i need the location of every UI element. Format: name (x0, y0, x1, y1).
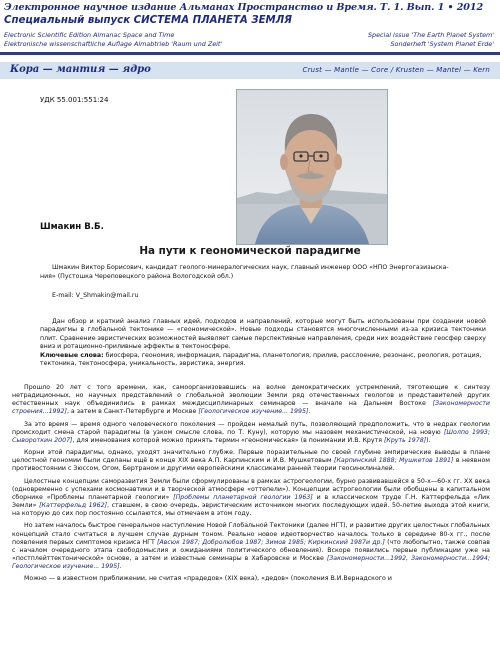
author-affiliation (40, 264, 486, 281)
keywords-text: биосфера, геономия, информация, парадигма, планетология, прилив, расслоение, резонанс, реология, ротация, тектоника, тектоносфера, уникальность, эвристика, энергия. (40, 352, 482, 368)
citation-link[interactable]: [Закономерности...1992, Закономерности...1994; Геологическое изучение... 1995] (12, 554, 490, 571)
paragraph (12, 384, 490, 417)
text-run: и в классическом труде Г.Н. Каттерфельда «Лик Земли» (12, 493, 490, 510)
citation-link[interactable]: [Геологическое изучение... 1995] (198, 408, 309, 416)
section-band (0, 62, 500, 79)
journal-title-de: Elektronische wissenschaftliche Auflage Almabtrieb 'Raum und Zeit' (4, 40, 223, 48)
text-run: . (119, 563, 122, 571)
text-run: , ставшем, в свою очередь, эвристическим источником многих последующих идей. 50-летие выхода этой книги, на которую до сих пор постоянно ссылаются, мы отмечаем в этом году. (12, 502, 490, 518)
citation-link[interactable]: [Карпинский 1888; Мушкетов 1891] (334, 457, 454, 465)
keywords (40, 352, 486, 369)
text-run: . (308, 408, 311, 416)
header-divider (0, 52, 500, 55)
citation-link[interactable]: [Авсюк 1987; Добролюбов 1987; Зимов 1985; Киркинский 1987и др.] (156, 538, 385, 546)
author-email: E-mail: V_Shmakin@mail.ru (52, 292, 139, 299)
article-body (12, 384, 490, 587)
text-run: , а затем в Санкт-Петербурге и Москве (66, 408, 199, 416)
paragraph (12, 522, 490, 571)
citation-link[interactable]: [Каттерфельд 1962] (39, 502, 108, 510)
text-run: Корни этой парадигмы, однако, уходят значительно глубже. Первые поразительные по своей глубине эмпирические выводы в плане целостной геономии были сделаны ещё в конце XIX века А.П. Карпинским и И.В. Мушкетовым (12, 449, 490, 465)
text-run: (что любопытно, также совпав с началом очередного этапа свободомыслия и ожиданиями политического обновления). Вскоре появились первые публикации уже на «постплейттектонической» основе, а затем и известные семинары в Хабаровске и Москве (12, 538, 490, 562)
journal-title-line: Электронное научное издание Альманах Пространство и Время. Т. 1. Вып. 1 • 2012 (4, 2, 484, 13)
journal-header (0, 0, 500, 58)
text-run: Целостные концепции саморазвития Земли были сформулированы в рамках астрогеологии, бурно развивавшейся в 50-х—60-х гг. XX века (одновременно с успехами космонавтики и в творческой атмосфере «оттепели»). Концепции астрогеологии были обобщены в капитальном сборнике «Проблемы планетарной геологии» (12, 477, 490, 501)
section-title-en-de: Crust — Mantle — Core / Krusten — Mantel — Kern (302, 66, 490, 74)
citation-link[interactable]: [Проблемы планетарной геологии 1963] (173, 493, 313, 501)
affiliation-line-1: Шмакин Виктор Борисович, кандидат геолого-минералогических наук, главный инженер ООО «НПО Энергогазизыска- (52, 264, 449, 271)
text-run: в неявном противостоянии с Зюссом, Огом, Бертраном и другими европейскими классиками ранней теории геосинклиналей. (12, 457, 490, 473)
citation-link[interactable]: [Круть 1978] (383, 436, 427, 444)
keywords-label: Ключевые слова: (40, 352, 104, 359)
author-photo (236, 89, 388, 245)
text-run: Прошло 20 лет с того времени, как, самоорганизовавшись на волне демократических устремлений, тяготеющие к синтезу нетрадиционных, но научных представлений о глобальной эволюции Земли ряд отечественных геологов и представителей других естественных наук объединились в рамках междисциплинарных семинаров — вначале на Дальнем Востоке (12, 384, 490, 408)
special-issue-de: Sonderheft 'System Planet Erde' (390, 40, 494, 48)
section-title-ru: Кора — мантия — ядро (10, 64, 151, 75)
abstract: Дан обзор и краткий анализ главных идей, подходов и направлений, которые могут быть использованы при создании новой парадигмы в глобальной тектонике — «геономической». Новые подходы становятся многочисленными из-за кризиса тектоники плит. Сравнение эвристических возможностей выявляет самые перспективные направления, среди них воздействие геосфер сверху вниз и ротационно-приливные эффекты в тектоносфере. (40, 318, 486, 350)
paragraph (12, 421, 490, 445)
affiliation-line-2: ния» (Пустошка Череповецкого района Вологодской обл.) (40, 272, 234, 280)
paragraph (12, 449, 490, 473)
author-name: Шмакин В.Б. (40, 222, 104, 232)
citation-link[interactable]: [Закономерности строения...1992] (12, 400, 490, 416)
journal-title-en: Electronic Scientific Edition Almanac Space and Time (4, 31, 175, 39)
text-run: За это время — время одного человеческого поколения — пройден немалый путь, позволяющий предположить, что в недрах геологии происходит смена старой парадигмы (в узком смысле слова, по Т. Куну), которую мы назовем механистической, на новую (12, 420, 490, 436)
paragraph (12, 478, 490, 519)
special-issue-en: Special issue 'The Earth Planet System' (368, 31, 494, 39)
citation-link[interactable]: [Шолпо 1993; Сывороткин 2007] (12, 428, 490, 444)
text-run: , для именования которой можно принять термин «геономическая» (в понимании И.В. Крутя (72, 436, 384, 444)
udk-code: УДК 55.001:551:24 (40, 96, 109, 104)
text-run: ). (426, 436, 431, 444)
text-run: Но затем началось быстрое генеральное наступление Новой Глобальной Тектоники (далее НГТ), и развитие других целостных глобальных концепций стало считаться в лучшем случае дурным тоном. Реально новое идеотворчество началось только в середине 80-х гг., после появления первых симптомов кризиса НГТ (12, 522, 490, 546)
paragraph: Можно — в известном приближении, не считая «прадедов» (XIX века), «дедов» (поколения В.И.Вернадского и (24, 575, 392, 583)
special-issue-title: Специальный выпуск СИСТЕМА ПЛАНЕТА ЗЕМЛЯ (4, 15, 293, 26)
article-title: На пути к геономической парадигме (139, 245, 361, 257)
